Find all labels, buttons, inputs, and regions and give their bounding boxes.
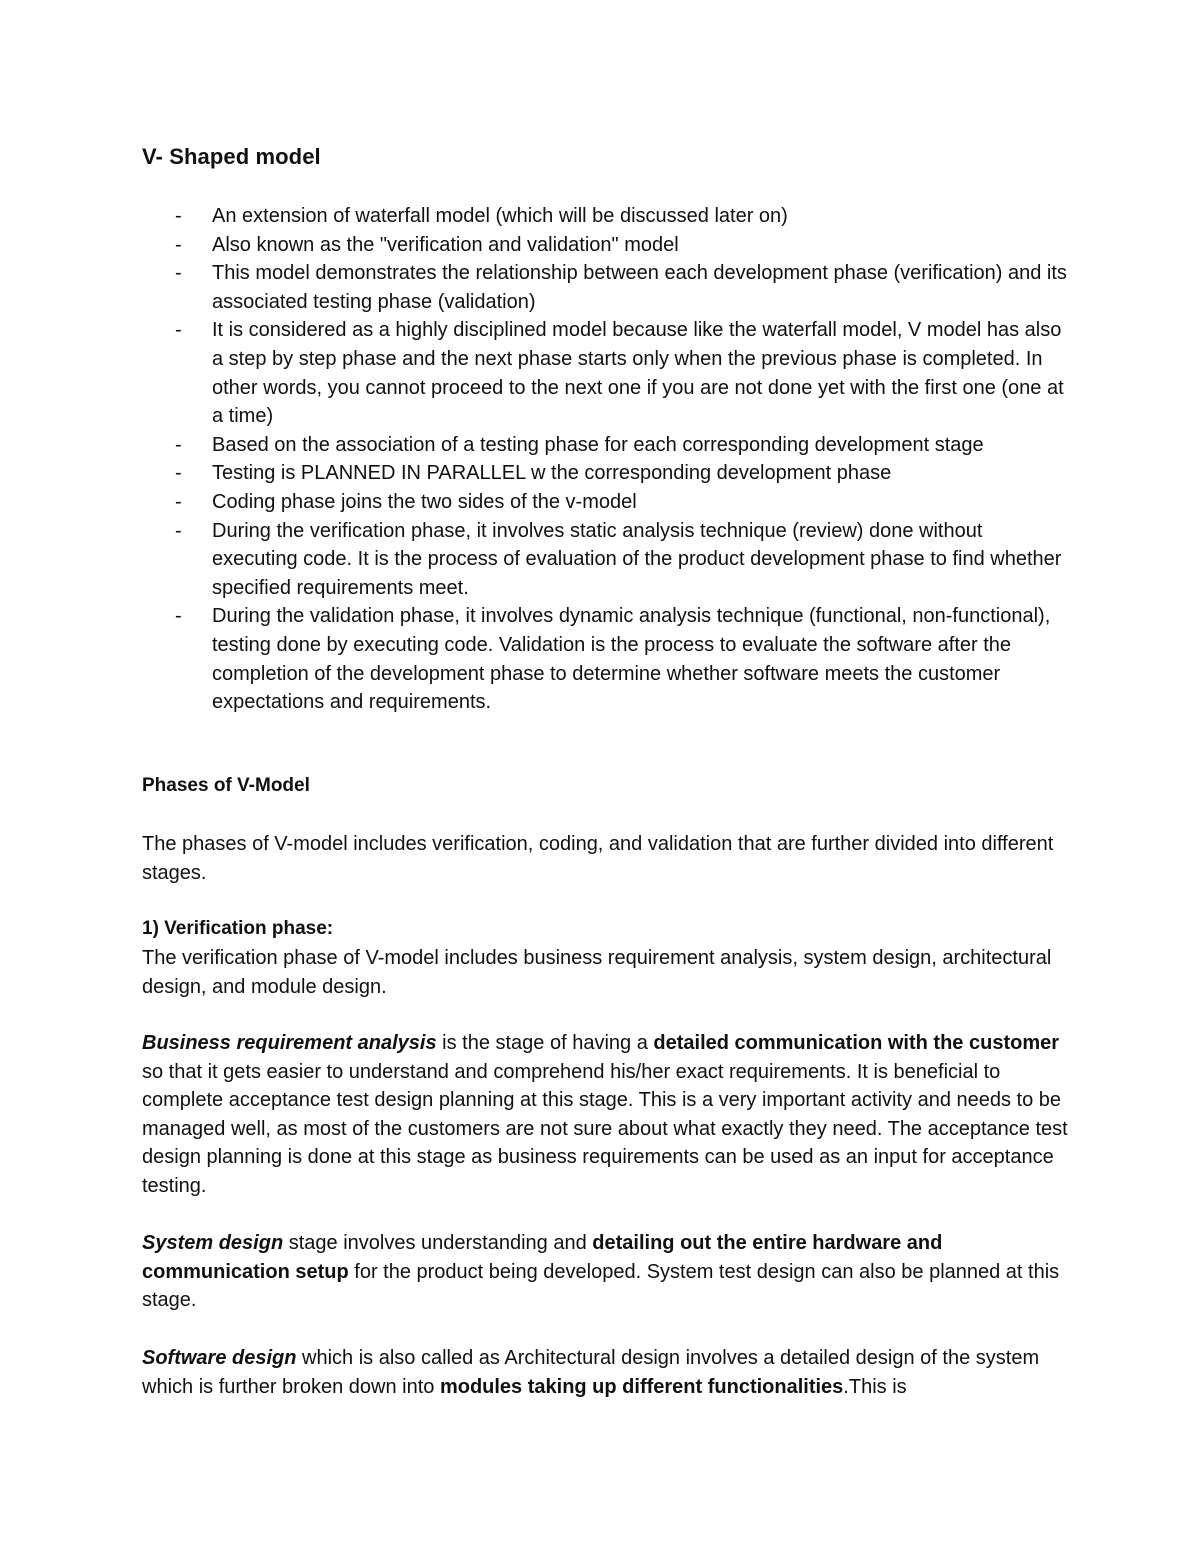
bullet-marker: - bbox=[175, 319, 182, 342]
paragraph-text: which is also called as Architectural design involves a detailed design of the system which is further broken down into bbox=[142, 1347, 1040, 1398]
bullet-text: This model demonstrates the relationship between each development phase (verification) and its associated testing phase (validation) bbox=[212, 262, 1067, 313]
paragraph-emphasis: detailing out the entire hardware and communication setup bbox=[142, 1232, 943, 1283]
paragraph-text: is the stage of having a bbox=[436, 1032, 654, 1054]
list-item bbox=[142, 202, 1072, 231]
business-requirement-term: Business requirement analysis bbox=[142, 1032, 437, 1054]
verification-intro: The verification phase of V-model includes business requirement analysis, system design, architectural design, and module design. bbox=[142, 947, 1052, 998]
phases-intro: The phases of V-model includes verification, coding, and validation that are further divided into different stages. bbox=[142, 833, 1054, 884]
list-item bbox=[142, 517, 1072, 603]
paragraph-text: stage involves understanding and bbox=[283, 1232, 593, 1254]
system-design-paragraph bbox=[142, 1229, 1072, 1315]
paragraph-text: for the product being developed. System test design can also be planned at this stage. bbox=[142, 1260, 1060, 1312]
bullet-text: Coding phase joins the two sides of the v-model bbox=[212, 490, 637, 513]
paragraph-emphasis: modules taking up different functionalities bbox=[439, 1375, 844, 1398]
bullet-text: An extension of waterfall model (which will be discussed later on) bbox=[212, 205, 788, 227]
bullet-marker: - bbox=[175, 433, 182, 456]
list-item bbox=[142, 488, 1072, 517]
system-design-term: System design bbox=[142, 1232, 284, 1254]
bullet-marker: - bbox=[175, 262, 182, 285]
list-item bbox=[142, 459, 1072, 488]
software-design-paragraph bbox=[142, 1344, 1072, 1401]
bullet-marker: - bbox=[175, 519, 182, 542]
bullet-list bbox=[142, 202, 1072, 717]
bullet-marker: - bbox=[175, 233, 182, 256]
bullet-text: Testing is PLANNED IN PARALLEL w the corresponding development phase bbox=[212, 462, 892, 485]
list-item bbox=[142, 602, 1072, 716]
paragraph-emphasis: detailed communication with the customer bbox=[653, 1032, 1060, 1054]
bullet-text: It is considered as a highly disciplined model because like the waterfall model, V model has also a step by step phase and the next phase starts only when the previous phase is completed. In other words, you cannot proceed to the next one if you are not done yet with the first one (one at a time) bbox=[212, 319, 1064, 428]
verification-heading: 1) Verification phase: bbox=[142, 918, 334, 939]
bullet-text: During the validation phase, it involves dynamic analysis technique (functional, non-functional), testing done by executing code. Validation is the process to evaluate the software after the completion of the development phase to determine whether software meets the customer expectations and requirements. bbox=[212, 605, 1051, 714]
bullet-marker: - bbox=[175, 205, 182, 227]
list-item bbox=[142, 231, 1072, 260]
bullet-text: Also known as the "verification and validation" model bbox=[212, 233, 679, 256]
paragraph-text: .This is bbox=[843, 1375, 907, 1398]
bullet-text: Based on the association of a testing phase for each corresponding development stage bbox=[212, 433, 984, 456]
list-item bbox=[142, 431, 1072, 460]
list-item bbox=[142, 316, 1072, 430]
bullet-marker: - bbox=[175, 462, 182, 485]
document-title: V- Shaped model bbox=[142, 144, 321, 169]
list-item bbox=[142, 259, 1072, 316]
business-requirement-paragraph bbox=[142, 1029, 1072, 1201]
bullet-marker: - bbox=[175, 490, 182, 513]
software-design-term: Software design bbox=[142, 1347, 297, 1369]
phases-heading: Phases of V-Model bbox=[142, 775, 310, 796]
bullet-marker: - bbox=[175, 605, 182, 628]
paragraph-text: so that it gets easier to understand and comprehend his/her exact requirements. It is beneficial to complete acceptance test design planning at this stage. This is a very important activity and needs to be managed well, as most of the customers are not sure about what exactly they need. The acceptance test design planning is done at this stage as business requirements can be used as an input for acceptance testing. bbox=[142, 1060, 1068, 1197]
bullet-text: During the verification phase, it involves static analysis technique (review) done without executing code. It is the process of evaluation of the product development phase to find whether specified requirements meet. bbox=[212, 519, 1062, 599]
